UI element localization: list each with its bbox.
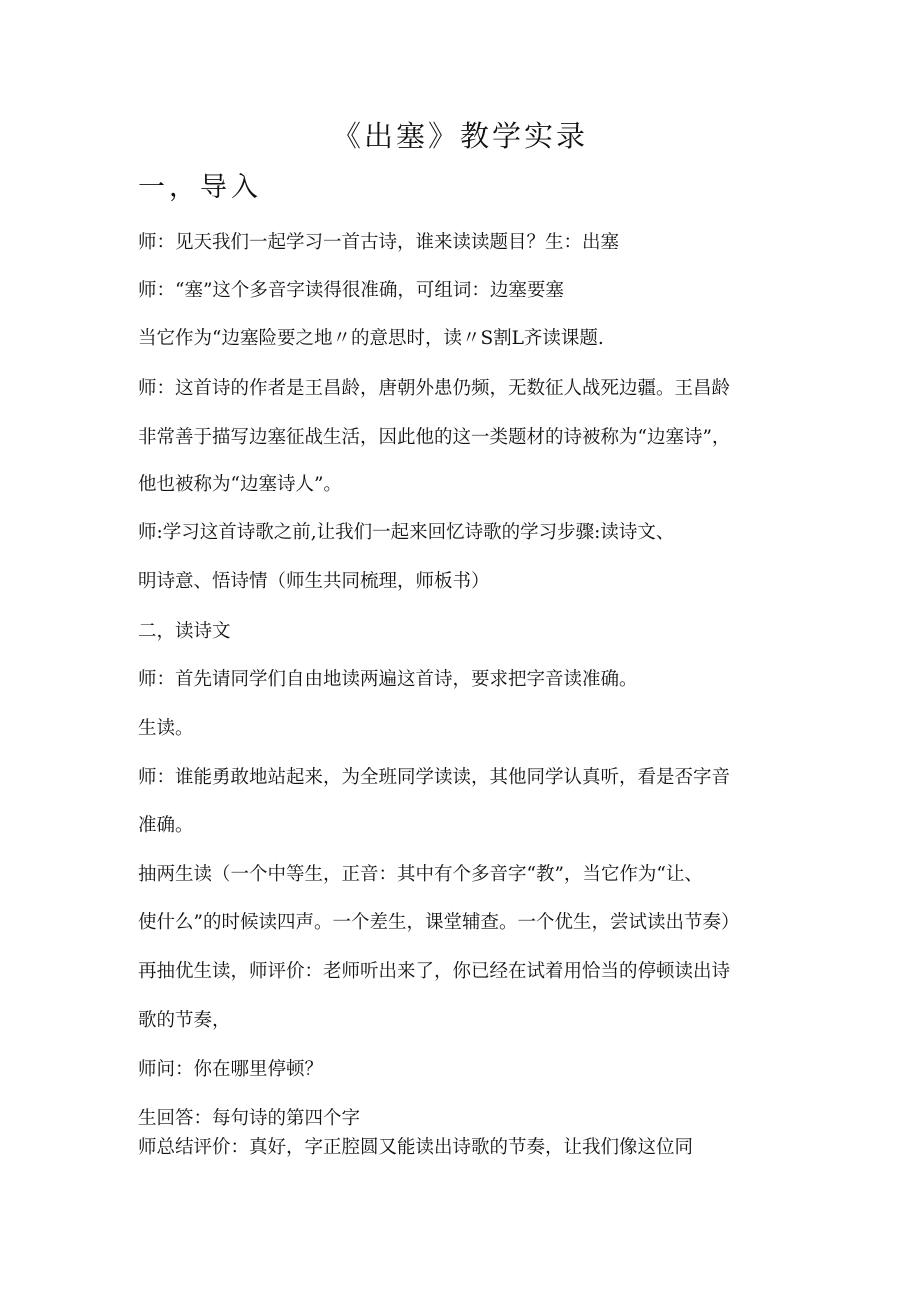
- section-heading-intro: 一，导入: [138, 172, 262, 203]
- paragraph-line: 师：谁能勇敢地站起来，为全班同学读读，其他同学认真听，看是否字音: [138, 767, 731, 788]
- paragraph-line: 师：首先请同学们自由地读两遍这首诗，要求把字音读准确。: [138, 669, 638, 690]
- paragraph-line: 师：“塞”这个多音字读得很准确，可组词：边塞要塞: [138, 280, 564, 301]
- document-title: 《出塞》教学实录: [331, 119, 588, 153]
- paragraph-line: 准确。: [138, 815, 194, 836]
- paragraph-line: 歌的节奏，: [138, 1010, 231, 1031]
- section-heading-read-poem: 二，读诗文: [138, 621, 231, 642]
- paragraph-line: 他也被称为“边塞诗人”。: [138, 474, 342, 495]
- paragraph-line: 再抽优生读，师评价：老师听出来了，你已经在试着用恰当的停顿读出诗: [138, 961, 731, 982]
- paragraph-line: 明诗意、悟诗情（师生共同梳理，师板书）: [138, 571, 490, 592]
- paragraph-line: 师：这首诗的作者是王昌龄，唐朝外患仍频，无数征人战死边疆。王昌龄: [138, 378, 731, 399]
- paragraph-line: 使什么”的时候读四声。一个差生，课堂辅查。一个优生，尝试读出节奏）: [138, 912, 740, 933]
- paragraph-line: 生回答：每句诗的第四个字: [138, 1108, 361, 1129]
- paragraph-line: 师总结评价：真好，字正腔圆又能读出诗歌的节奏，让我们像这位同: [138, 1137, 694, 1158]
- paragraph-line: 师:学习这首诗歌之前,让我们一起来回忆诗歌的学习步骤:读诗文、: [138, 522, 675, 543]
- paragraph-line: 生读。: [138, 718, 194, 739]
- paragraph-line: 非常善于描写边塞征战生活，因此他的这一类题材的诗被称为“边塞诗”，: [138, 427, 731, 448]
- paragraph-line: 当它作为“边塞险要之地〃的意思时，读〃S割L齐读课题.: [138, 328, 604, 349]
- paragraph-line: 师问：你在哪里停顿？: [138, 1059, 324, 1080]
- paragraph-line: 抽两生读（一个中等生，正音：其中有个多音字“教”，当它作为“让、: [138, 864, 703, 885]
- paragraph-line: 师：见天我们一起学习一首古诗，谁来读读题目？生：出塞: [138, 232, 620, 253]
